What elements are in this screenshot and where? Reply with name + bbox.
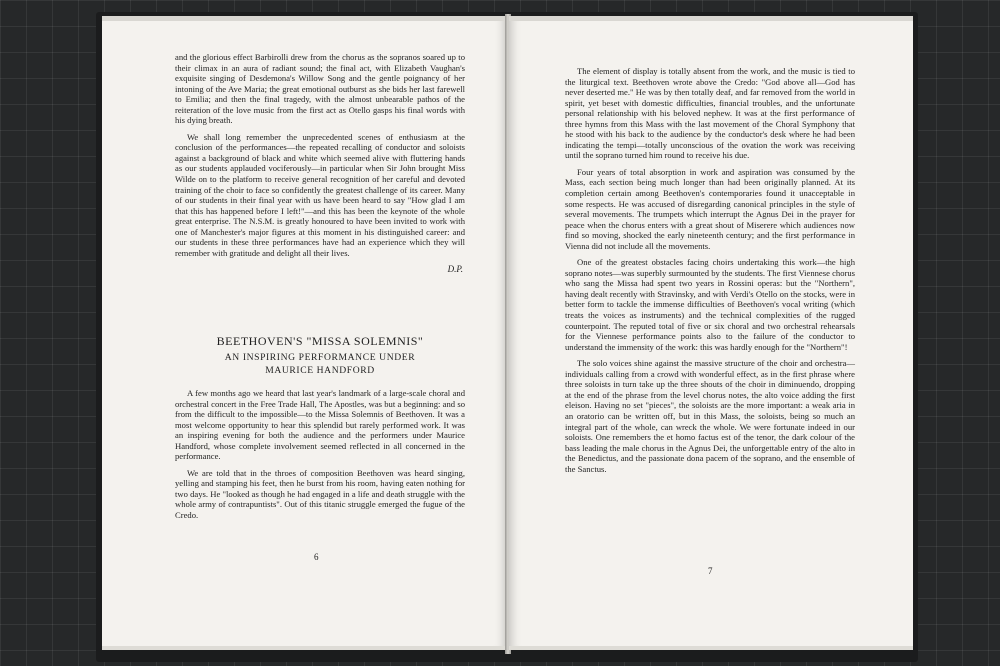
page-edge: [102, 16, 507, 21]
page-number: 6: [314, 552, 319, 562]
left-text-column: [175, 52, 465, 275]
left-page: [102, 16, 507, 650]
page-edge: [509, 646, 913, 650]
article-subheading-2: MAURICE HANDFORD: [265, 364, 375, 376]
right-page: [509, 16, 913, 650]
article-heading: BEETHOVEN'S "MISSA SOLEMNIS": [216, 334, 424, 348]
article-paragraph: A few months ago we heard that last year's landmark of a large-scale choral and orchestral concert in the Free Trade Hall, The Apostles, was but a beginning: and so from the difficult to the impossible—to the Missa Solemnis of Beethoven. It was a most welcome opportunity to hear this splendid but rarely performed work. It was an inspiring evening for both the audience and the performers under Maurice Handford, whose complete involvement seemed reflected in all concerned in the performance.: [175, 388, 465, 462]
article-paragraph: Four years of total absorption in work and aspiration was consumed by the Mass, each section being much longer than had been originally planned. At its completion certain among Beethoven's contemporaries found it unacceptable in some respects. He was accused of disregarding canonical principles in the style of several movements. The trumpets which interrupt the Agnus Dei in the prayer for peace when the chorus enters with a great shout of Miserere which audiences now find so moving, shocked the early nineteenth century; and the first performance in Vienna did not include all the movements.: [565, 166, 855, 251]
article-subheading-1: AN INSPIRING PERFORMANCE UNDER: [224, 351, 416, 363]
article-paragraph: One of the greatest obstacles facing choirs undertaking this work—the high soprano notes—was superbly surmounted by the students. The first Viennese chorus who sang the Missa had spent two years in Rossini operas: but the "Northern", having dealt recently with Stravinsky, and with Verdi's Otello on the stocks, were in better form to tackle the immense difficulties of Beethoven's vocal writing (which treats the voices as instruments) and the technical complexities of the rugged counterpoint. The reputed total of five or six choral and two orchestral rehearsals for the Viennese performance points also to the failure of the conductor to understand the immensity of the work: this was hardly enough for the "Northern"!: [565, 257, 855, 352]
left-text-column-lower: [175, 388, 465, 527]
right-text-column: [565, 66, 855, 480]
article-paragraph: and the glorious effect Barbirolli drew from the chorus as the sopranos soared up to their climax in an aura of radiant sound; the final act, with Elizabeth Vaughan's exquisite singing of Desdemona's Willow Song and the gentle poignancy of her intoning of the Ave Maria; the great emotional outburst as she bids her last farewell to Emilia; and then the final tragedy, with the almost unbearable pathos of the reiteration of the love music from the first act as Otello gasps his final words with his dying breath.: [175, 52, 465, 126]
article-paragraph: The element of display is totally absent from the work, and the music is tied to the liturgical text. Beethoven wrote above the Credo: "God above all—God has never deserted me." He was by then totally deaf, and far removed from the world in spirit, yet beset with domestic difficulties, financial troubles, and the unfortunate personal relationship with his beloved nephew. It was at the first performance of three hymns from this Mass with the last movement of the Choral Symphony that he stood with his back to the audience by the conductor's desk where he had been indicating the tempi—totally unconscious of the ovation the work was receiving until the soprano turned him round to receive his due.: [565, 66, 855, 161]
author-signature: D.P.: [447, 264, 463, 275]
page-edge: [509, 16, 913, 21]
article-paragraph: We shall long remember the unprecedented scenes of enthusiasm at the conclusion of the performances—the repeated recalling of conductor and soloists against a background of black and white which seemed alive with fluttering hands as our students applauded vociferously—in particular when Sir John brought Miss Wilde on to the platform to receive general recognition of her careful and devoted training of the choir to face so confidently the greatest challenge of its career. Many of our students in their final year with us have been heard to say "How glad I am that this has happened before I left!"—and this has been the keynote of the whole great enterprise. The N.S.M. is greatly honoured to have been invited to work with one of Manchester's major figures at this moment in his distinguished career: and our students in these three performances have had an experience which they will remember with gratitude and delight all their lives.: [175, 131, 465, 258]
page-edge: [102, 646, 507, 650]
page-number: 7: [708, 566, 713, 576]
article-paragraph: We are told that in the throes of composition Beethoven was heard singing, yelling and stamping his feet, then he burst from his room, having eaten nothing for two days. He "looked as though he had engaged in a life and death struggle with the whole army of contrapuntists". Out of this titanic struggle emerged the fugue of the Credo.: [175, 467, 465, 521]
article-heading-block: [175, 336, 465, 377]
article-paragraph: The solo voices shine against the massive structure of the choir and orchestra—individuals calling from a crowd with wonderful effect, as in the first phrase where three soloists in turn take up the three shouts of the choir in diminuendo, dropping at the end of the phrase from the level chorus notes, the alto voice adding the first eleison. Having no set "pieces", the soloists are the more important: a weak aria in an oratorio can be written off, but in this Mass, the soloists, being so much an integral part of the whole, can wreck the whole. We were fortunate indeed in our soloists. One remembers the et homo factus est of the tenor, the dark colour of the bass leading the male chorus in the Agnus Dei, the unforgettable entry of the alto in the Benedictus, and the passionate dona pacem of the soprano, and the ensemble of the Sanctus.: [565, 358, 855, 474]
